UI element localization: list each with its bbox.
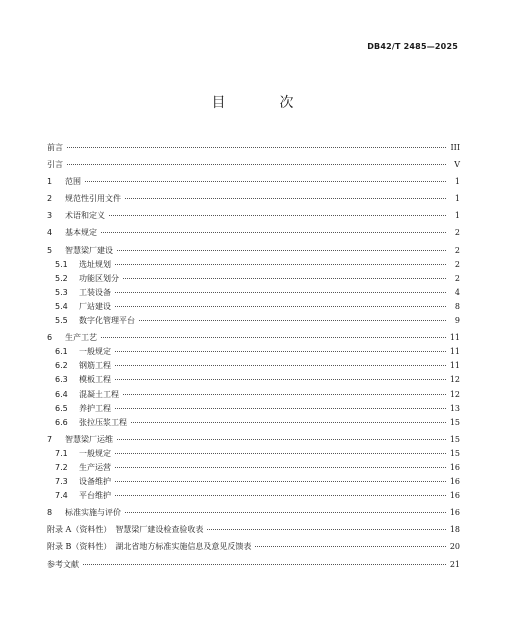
toc-entry[interactable]: [47, 331, 460, 345]
toc-entry-label: 选址规划: [79, 259, 111, 269]
toc-dot-leader: [123, 394, 446, 395]
toc-entry[interactable]: [47, 158, 460, 172]
toc-entry-number: 7.1: [55, 448, 68, 458]
toc-entry-number: 7.3: [55, 477, 68, 487]
toc-entry-number: 6.6: [55, 417, 68, 427]
toc-dot-leader: [117, 250, 446, 251]
toc-entry-page: 16: [449, 508, 460, 518]
toc-entry[interactable]: [47, 447, 460, 461]
toc-entry[interactable]: [47, 359, 460, 373]
toc-entry-number: 6.4: [55, 389, 68, 399]
toc-entry-number: 1: [47, 177, 53, 187]
toc-entry-label: 引言: [47, 160, 63, 170]
toc-entry[interactable]: [47, 175, 460, 189]
toc-entry-number: 5.2: [55, 273, 68, 283]
toc-entry-number: 7.4: [55, 491, 68, 501]
toc-dot-leader: [115, 264, 446, 265]
toc-entry[interactable]: [47, 433, 460, 447]
toc-entry-page: 11: [449, 347, 460, 357]
toc-dot-leader: [109, 215, 446, 216]
toc-dot-leader: [101, 232, 446, 233]
toc-entry-label: 模板工程: [79, 375, 111, 385]
toc-dot-leader: [115, 495, 446, 496]
toc-entry-label: 范围: [65, 177, 81, 187]
toc-entry[interactable]: [47, 272, 460, 286]
toc-entry[interactable]: [47, 286, 460, 300]
toc-entry-page: 8: [454, 301, 460, 311]
toc-entry-page: 15: [449, 434, 460, 444]
toc-entry-label: 智慧梁厂运维: [65, 434, 113, 444]
toc-dot-leader: [207, 529, 445, 530]
toc-entry[interactable]: [47, 475, 460, 489]
toc-entry-label: 附录 A（资料性） 智慧梁厂建设检查验收表: [47, 525, 204, 535]
toc-entry[interactable]: [47, 345, 460, 359]
toc-entry-page: 9: [454, 316, 460, 326]
toc-entry-label: 附录 B（资料性） 湖北省地方标准实施信息及意见反馈表: [47, 542, 252, 552]
toc-entry-page: 12: [449, 375, 460, 385]
toc-entry[interactable]: [47, 373, 460, 387]
toc-entry-number: 6.3: [55, 375, 68, 385]
toc-entry-page: 11: [449, 333, 460, 343]
toc-dot-leader: [123, 278, 446, 279]
toc-entry-label: 生产工艺: [65, 333, 97, 343]
toc-entry-number: 6.2: [55, 361, 68, 371]
toc-dot-leader: [85, 181, 446, 182]
toc-dot-leader: [101, 337, 446, 338]
toc-entry-label: 数字化管理平台: [79, 316, 135, 326]
toc-entry-label: 标准实施与评价: [65, 508, 121, 518]
toc-entry-label: 设备维护: [79, 477, 111, 487]
toc-dot-leader: [115, 408, 446, 409]
toc-dot-leader: [115, 292, 446, 293]
toc-entry-page: 2: [454, 245, 460, 255]
toc-dot-leader: [125, 512, 446, 513]
toc-entry[interactable]: [47, 314, 460, 328]
toc-entry-page: 16: [449, 462, 460, 472]
toc-entry-number: 7: [47, 434, 53, 444]
toc-entry[interactable]: [47, 461, 460, 475]
toc-entry-label: 一般规定: [79, 347, 111, 357]
toc-entry-number: 5.1: [55, 259, 68, 269]
toc-entry-label: 养护工程: [79, 403, 111, 413]
toc-entry-page: 4: [454, 287, 460, 297]
toc-entry[interactable]: [47, 489, 460, 503]
toc-entry-page: 1: [454, 211, 460, 221]
toc-dot-leader: [115, 481, 446, 482]
toc-entry-page: 12: [449, 389, 460, 399]
toc-entry-page: 11: [449, 361, 460, 371]
toc-entry-number: 5: [47, 245, 53, 255]
toc-dot-leader: [115, 365, 446, 366]
toc-entry[interactable]: [47, 523, 460, 537]
toc-entry[interactable]: [47, 388, 460, 402]
toc-dot-leader: [83, 564, 446, 565]
toc-entry-number: 5.3: [55, 287, 68, 297]
toc-entry-page: 2: [454, 259, 460, 269]
toc-entry-number: 2: [47, 194, 53, 204]
toc-entry-number: 3: [47, 211, 53, 221]
toc-entry-label: 功能区划分: [79, 273, 119, 283]
document-code: DB42/T 2485—2025: [367, 42, 458, 51]
toc-entry-label: 钢筋工程: [79, 361, 111, 371]
toc-dot-leader: [131, 422, 446, 423]
toc-entry-page: 15: [449, 417, 460, 427]
toc-entry-label: 前言: [47, 143, 63, 152]
toc-entry-number: 6.5: [55, 403, 68, 413]
toc-entry-label: 混凝土工程: [79, 389, 119, 399]
toc-entry[interactable]: [47, 416, 460, 430]
toc-entry-page: 1: [454, 194, 460, 204]
toc-entry[interactable]: [47, 540, 460, 554]
toc-entry-page: 21: [449, 559, 460, 569]
toc-title: 目 次: [211, 95, 314, 111]
toc-entry[interactable]: [47, 300, 460, 314]
toc-entry-label: 规范性引用文件: [65, 194, 121, 204]
toc-entry[interactable]: [47, 192, 460, 206]
toc-entry-label: 基本规定: [65, 228, 97, 238]
toc-entry[interactable]: [47, 506, 460, 520]
toc-dot-leader: [115, 379, 446, 380]
toc-entry-number: 8: [47, 508, 53, 518]
toc-entry-page: 15: [449, 448, 460, 458]
toc-entry-label: 一般规定: [79, 448, 111, 458]
toc-dot-leader: [115, 467, 446, 468]
toc-entry[interactable]: [47, 402, 460, 416]
toc-entry[interactable]: [47, 226, 460, 240]
toc-entry[interactable]: [47, 258, 460, 272]
toc-entry[interactable]: [47, 209, 460, 223]
toc-entry-page: 20: [449, 542, 460, 552]
toc-entry-number: 4: [47, 228, 53, 238]
toc-entry-page: III: [450, 143, 460, 152]
toc-entry[interactable]: [47, 558, 460, 572]
toc-dot-leader: [117, 439, 446, 440]
toc-entry-page: V: [454, 160, 460, 170]
toc-entry-label: 生产运营: [79, 462, 111, 472]
toc-entry-label: 厂站建设: [79, 301, 111, 311]
toc-dot-leader: [115, 306, 446, 307]
toc-entry-number: 5.5: [55, 316, 68, 326]
toc-entry-number: 5.4: [55, 301, 68, 311]
toc-entry-label: 平台维护: [79, 491, 111, 501]
toc-entry-page: 16: [449, 491, 460, 501]
toc-entry-page: 1: [454, 177, 460, 187]
toc-entry[interactable]: [47, 141, 460, 155]
toc-dot-leader: [255, 546, 445, 547]
toc-entry-label: 参考文献: [47, 559, 79, 569]
toc-dot-leader: [115, 351, 446, 352]
toc-entry[interactable]: [47, 244, 460, 258]
toc-entry-number: 6: [47, 333, 53, 343]
toc-dot-leader: [125, 198, 446, 199]
toc-dot-leader: [115, 453, 446, 454]
toc-entry-number: 7.2: [55, 462, 68, 472]
toc-entry-page: 13: [449, 403, 460, 413]
toc-entry-number: 6.1: [55, 347, 68, 357]
toc-dot-leader: [67, 164, 446, 165]
toc-dot-leader: [67, 147, 446, 148]
toc-entry-page: 18: [449, 525, 460, 535]
toc-entry-page: 16: [449, 477, 460, 487]
toc-dot-leader: [139, 320, 446, 321]
toc-entry-label: 工装设备: [79, 287, 111, 297]
toc-entry-label: 术语和定义: [65, 211, 105, 221]
toc-entry-label: 智慧梁厂建设: [65, 245, 113, 255]
toc-entry-page: 2: [454, 228, 460, 238]
toc-entry-page: 2: [454, 273, 460, 283]
table-of-contents: [47, 141, 460, 572]
toc-entry-label: 张拉压浆工程: [79, 417, 127, 427]
